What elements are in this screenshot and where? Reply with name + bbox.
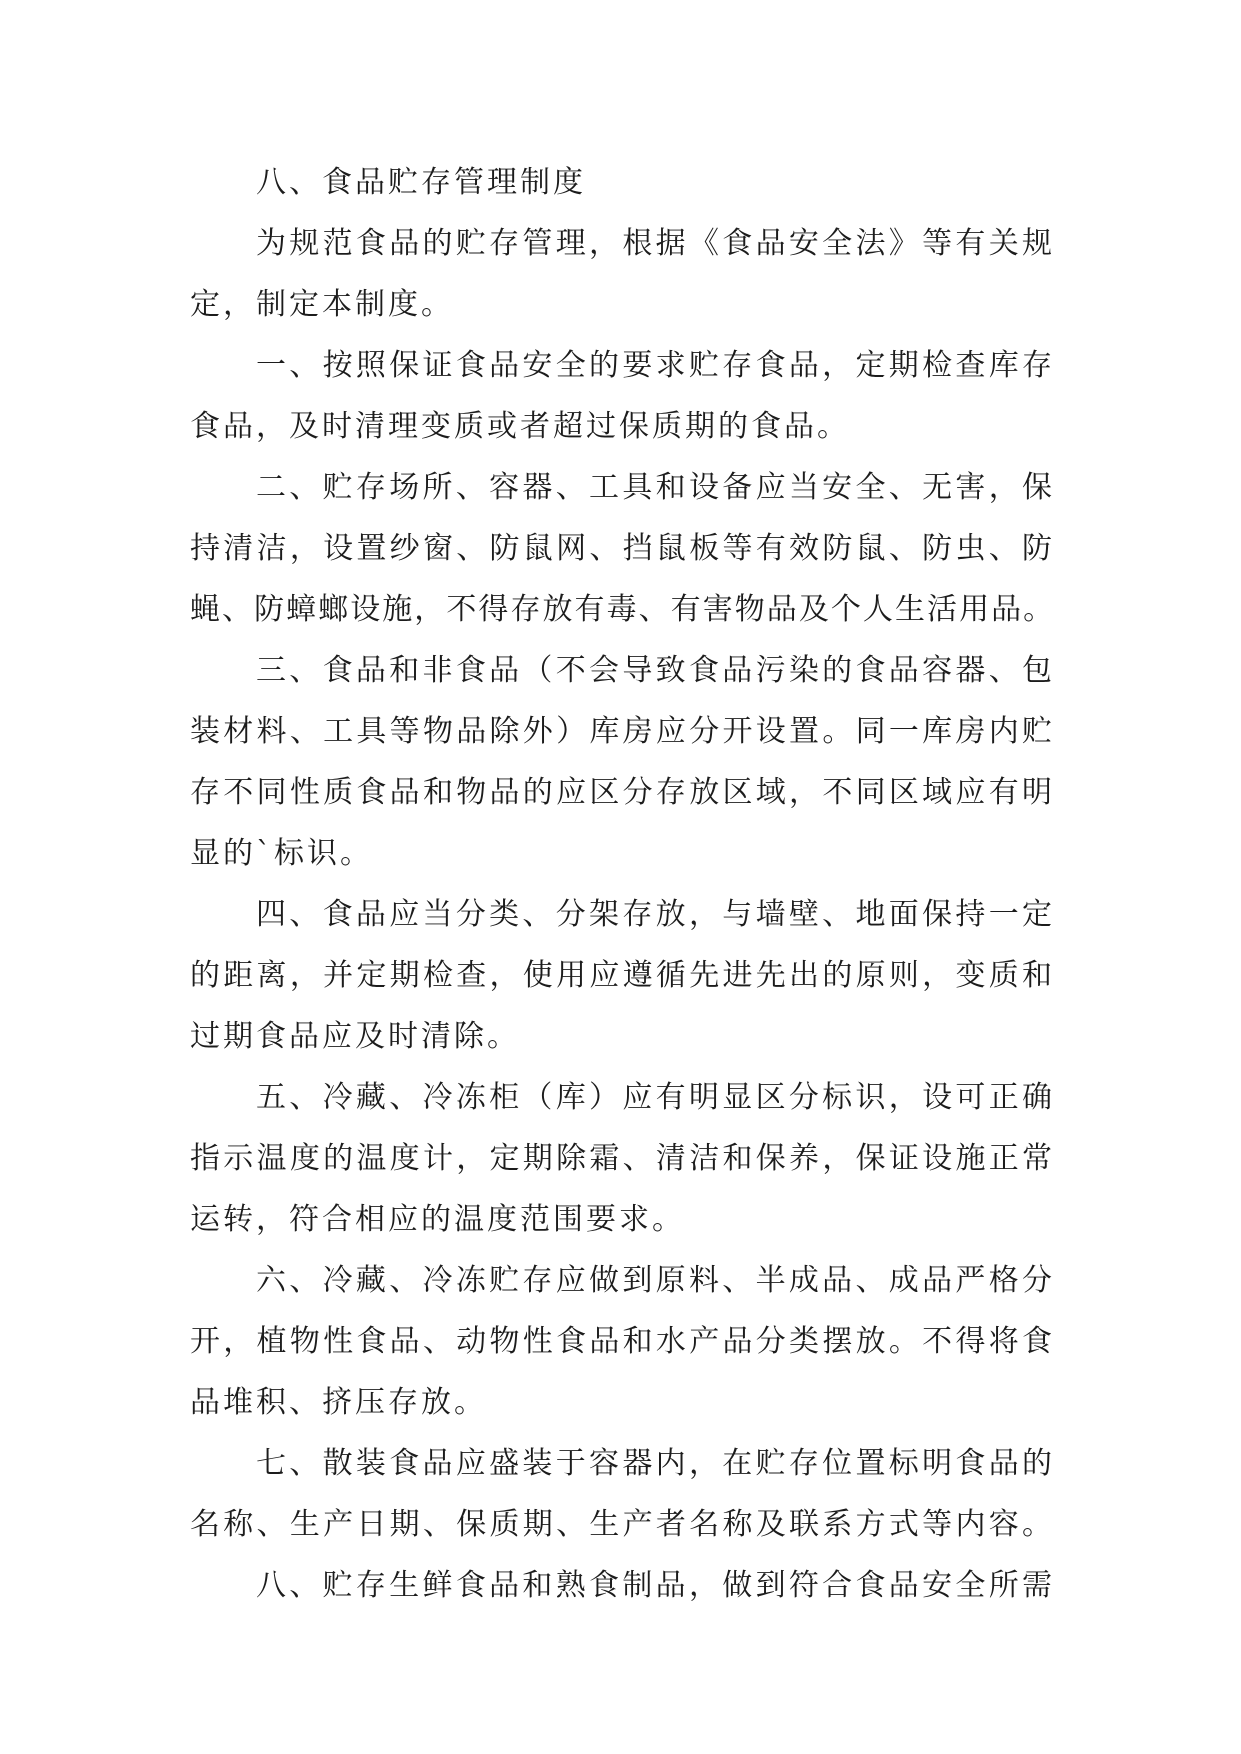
paragraph-line bbox=[190, 335, 1055, 396]
paragraph bbox=[190, 335, 1055, 457]
paragraph-line bbox=[190, 213, 1055, 274]
paragraph-line-text: 定，制定本制度。 bbox=[190, 287, 454, 322]
paragraph-line bbox=[190, 1555, 1055, 1616]
document-body bbox=[190, 152, 1055, 1616]
paragraph-line-text: 为规范食品的贮存管理，根据《食品安全法》等有关规 bbox=[256, 226, 1055, 261]
paragraph-line-text: 显的`标识。 bbox=[190, 836, 373, 871]
paragraph-line-text: 过期食品应及时清除。 bbox=[190, 1019, 520, 1054]
paragraph-line bbox=[190, 762, 1055, 823]
paragraph-line-text: 指示温度的温度计，定期除霜、清洁和保养，保证设施正常 bbox=[190, 1141, 1055, 1176]
paragraph-line bbox=[190, 823, 1055, 884]
paragraph-line bbox=[190, 518, 1055, 579]
paragraph-line-text: 食品，及时清理变质或者超过保质期的食品。 bbox=[190, 409, 850, 444]
paragraph-line-text: 二、贮存场所、容器、工具和设备应当安全、无害，保 bbox=[256, 470, 1055, 505]
paragraph-line bbox=[190, 1250, 1055, 1311]
paragraph bbox=[190, 1433, 1055, 1555]
paragraph-line bbox=[190, 274, 1055, 335]
paragraph-line bbox=[190, 1189, 1055, 1250]
paragraph-line-text: 五、冷藏、冷冻柜（库）应有明显区分标识，设可正确 bbox=[256, 1080, 1055, 1115]
paragraph bbox=[190, 1250, 1055, 1433]
paragraph bbox=[190, 640, 1055, 884]
paragraph-line-text: 品堆积、挤压存放。 bbox=[190, 1385, 487, 1420]
paragraph-line-text: 四、食品应当分类、分架存放，与墙壁、地面保持一定 bbox=[256, 897, 1055, 932]
paragraph-line-text: 开，植物性食品、动物性食品和水产品分类摆放。不得将食 bbox=[190, 1324, 1055, 1359]
paragraph-line bbox=[190, 701, 1055, 762]
paragraph-line-text: 存不同性质食品和物品的应区分存放区域，不同区域应有明 bbox=[190, 775, 1055, 810]
paragraph-line bbox=[190, 1433, 1055, 1494]
paragraph-line-text: 装材料、工具等物品除外）库房应分开设置。同一库房内贮 bbox=[190, 714, 1055, 749]
paragraph-line-text: 一、按照保证食品安全的要求贮存食品，定期检查库存 bbox=[256, 348, 1055, 383]
paragraph-line bbox=[190, 945, 1055, 1006]
paragraph-line-text: 的距离，并定期检查，使用应遵循先进先出的原则，变质和 bbox=[190, 958, 1055, 993]
paragraph-line bbox=[190, 1128, 1055, 1189]
paragraph-line-text: 名称、生产日期、保质期、生产者名称及联系方式等内容。 bbox=[190, 1507, 1055, 1542]
paragraph-line bbox=[190, 1006, 1055, 1067]
paragraph-line-text: 八、贮存生鲜食品和熟食制品，做到符合食品安全所需 bbox=[256, 1568, 1055, 1603]
paragraph-line-text: 持清洁，设置纱窗、防鼠网、挡鼠板等有效防鼠、防虫、防 bbox=[190, 531, 1055, 566]
paragraph bbox=[190, 213, 1055, 335]
paragraph-line-text: 三、食品和非食品（不会导致食品污染的食品容器、包 bbox=[256, 653, 1055, 688]
paragraph-line bbox=[190, 579, 1055, 640]
paragraph-line-text: 六、冷藏、冷冻贮存应做到原料、半成品、成品严格分 bbox=[256, 1263, 1055, 1298]
paragraph bbox=[190, 457, 1055, 640]
document-title-text: 八、食品贮存管理制度 bbox=[256, 165, 586, 200]
paragraph-line-text: 蝇、防蟑螂设施，不得存放有毒、有害物品及个人生活用品。 bbox=[190, 592, 1055, 627]
paragraph-line bbox=[190, 1494, 1055, 1555]
paragraph bbox=[190, 1067, 1055, 1250]
paragraph-line bbox=[190, 1311, 1055, 1372]
paragraph-line-text: 运转，符合相应的温度范围要求。 bbox=[190, 1202, 685, 1237]
paragraph-line bbox=[190, 640, 1055, 701]
paragraph-line bbox=[190, 396, 1055, 457]
paragraph-line bbox=[190, 884, 1055, 945]
paragraph bbox=[190, 1555, 1055, 1616]
paragraph-line-text: 七、散装食品应盛装于容器内，在贮存位置标明食品的 bbox=[256, 1446, 1055, 1481]
paragraph-line bbox=[190, 1372, 1055, 1433]
paragraph-line bbox=[190, 1067, 1055, 1128]
document-title bbox=[190, 152, 1055, 213]
paragraph-line bbox=[190, 457, 1055, 518]
paragraph bbox=[190, 884, 1055, 1067]
